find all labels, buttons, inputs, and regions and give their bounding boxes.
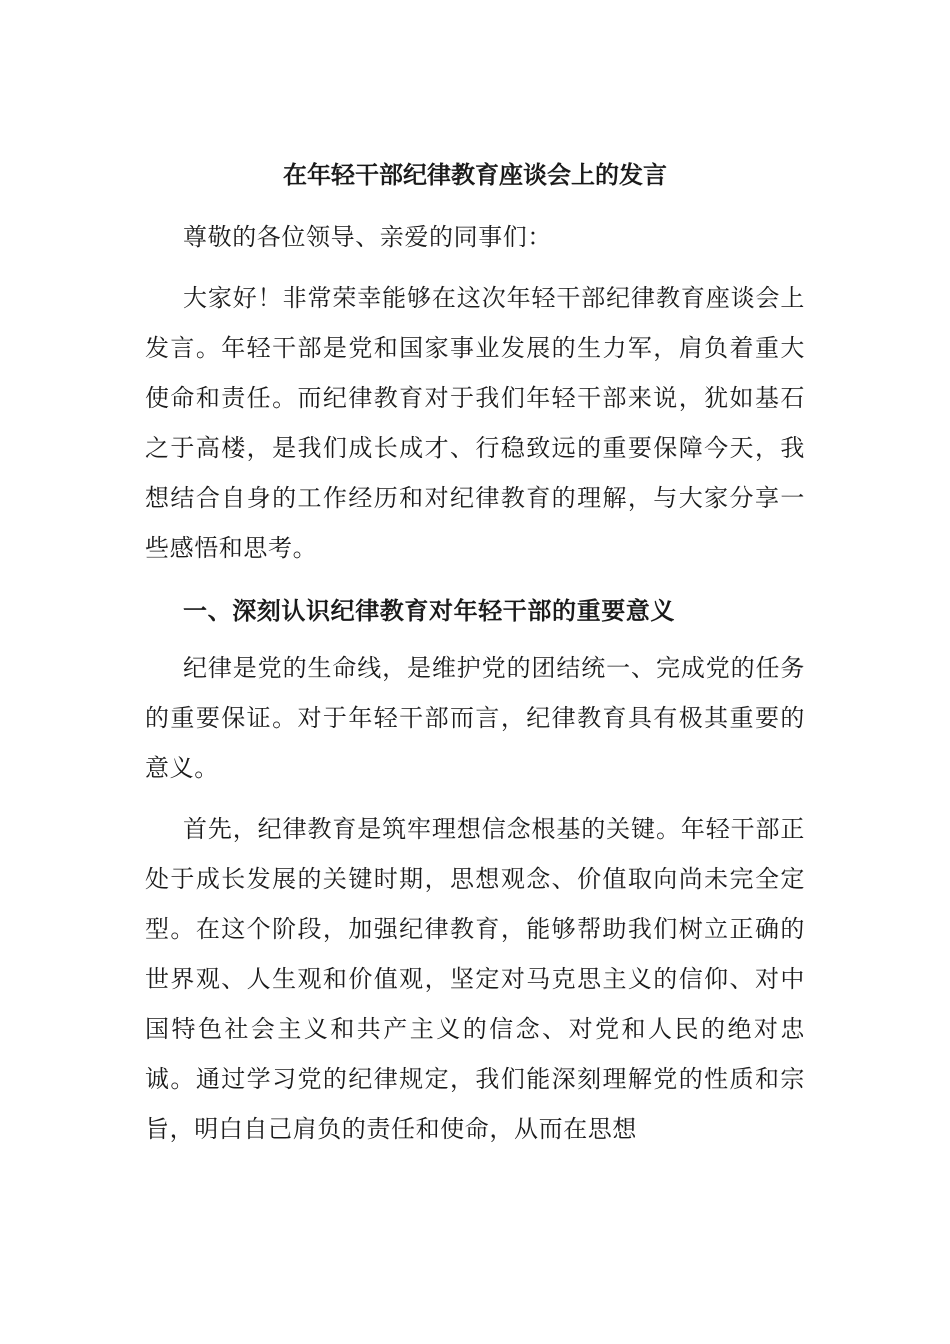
opening-paragraph: 大家好！非常荣幸能够在这次年轻干部纪律教育座谈会上发言。年轻干部是党和国家事业发展的生力军，肩负着重大使命和责任。而纪律教育对于我们年轻干部来说，犹如基石之于高楼，是我们成长成才、行稳致远的重要保障今天，我想结合自身的工作经历和对纪律教育的理解，与大家分享一些感悟和思考。 bbox=[145, 284, 805, 562]
greeting-line: 尊敬的各位领导、亲爱的同事们： bbox=[183, 223, 552, 251]
document-title: 在年轻干部纪律教育座谈会上的发言 bbox=[283, 161, 667, 189]
section-heading: 一、深刻认识纪律教育对年轻干部的重要意义 bbox=[183, 597, 675, 625]
section-paragraph-1: 纪律是党的生命线，是维护党的团结统一、完成党的任务的重要保证。对于年轻干部而言，纪律教育具有极其重要的意义。 bbox=[145, 654, 805, 782]
section-paragraph-2: 首先，纪律教育是筑牢理想信念根基的关键。年轻干部正处于成长发展的关键时期，思想观念、价值取向尚未完全定型。在这个阶段，加强纪律教育，能够帮助我们树立正确的世界观、人生观和价值观，坚定对马克思主义的信仰、对中国特色社会主义和共产主义的信念、对党和人民的绝对忠诚。通过学习党的纪律规定，我们能深刻理解党的性质和宗旨，明白自己肩负的责任和使命，从而在思想 bbox=[145, 815, 805, 1143]
